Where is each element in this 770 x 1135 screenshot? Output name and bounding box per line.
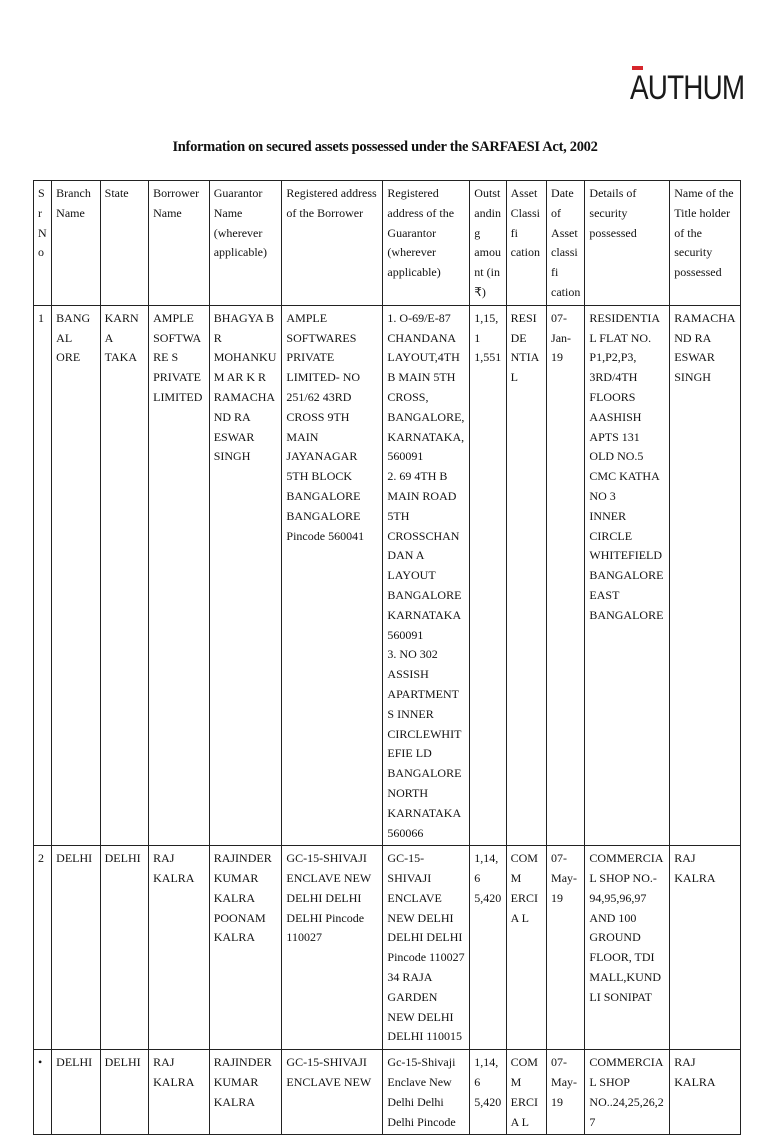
header-state: State xyxy=(100,181,148,306)
header-borrower-name: Borrower Name xyxy=(149,181,210,306)
cell-guarantor: RAJINDER KUMAR KALRA POONAM KALRA xyxy=(209,846,282,1050)
table-header-row xyxy=(34,181,741,306)
authum-logo xyxy=(630,66,745,108)
cell-classification: COMM ERCIA L xyxy=(506,846,546,1050)
cell-guarantor-address: GC-15-SHIVAJI ENCLAVE NEW DELHI DELHI DELHI Pincode 110027 34 RAJA GARDEN NEW DELHI DELHI 110015 xyxy=(383,846,470,1050)
table-row xyxy=(34,305,741,846)
cell-security-details: COMMERCIAL SHOP NO.- 94,95,96,97 AND 100 GROUND FLOOR, TDI MALL,KUNDLI SONIPAT xyxy=(585,846,670,1050)
cell-amount: 1,14,6 5,420 xyxy=(470,1050,506,1135)
cell-branch: DELHI xyxy=(52,1050,100,1135)
cell-guarantor-address: Gc-15-Shivaji Enclave New Delhi Delhi Delhi Pincode xyxy=(383,1050,470,1135)
cell-sr-no: 1 xyxy=(34,305,52,846)
cell-guarantor-address: 1. O-69/E-87 CHANDANA LAYOUT,4TH B MAIN 5TH CROSS, BANGALORE, KARNATAKA, 560091 2. 69 4TH B MAIN ROAD 5TH CROSSCHANDAN A LAYOUT BANGALORE KARNATAKA 560091 3. NO 302 ASSISH APARTMENTS INNER CIRCLEWHITEFIE LD BANGALORE NORTH KARNATAKA 560066 xyxy=(383,305,470,846)
header-classification-date: Date of Asset classifi cation xyxy=(547,181,585,306)
secured-assets-table xyxy=(33,180,741,1135)
cell-branch: BANGAL ORE xyxy=(52,305,100,846)
cell-borrower-address: GC-15-SHIVAJI ENCLAVE NEW DELHI DELHI DELHI Pincode 110027 xyxy=(282,846,383,1050)
header-guarantor-name: Guarantor Name (wherever applicable) xyxy=(209,181,282,306)
cell-title-holder: RAJ KALRA xyxy=(670,1050,741,1135)
cell-borrower: RAJ KALRA xyxy=(149,846,210,1050)
cell-state: DELHI xyxy=(100,1050,148,1135)
header-branch-name: Branch Name xyxy=(52,181,100,306)
cell-guarantor: RAJINDER KUMAR KALRA xyxy=(209,1050,282,1135)
cell-guarantor: BHAGYA B R MOHANKUM AR K R RAMACHAND RA ESWAR SINGH xyxy=(209,305,282,846)
cell-branch: DELHI xyxy=(52,846,100,1050)
cell-borrower-address: GC-15-SHIVAJI ENCLAVE NEW xyxy=(282,1050,383,1135)
table-row xyxy=(34,1050,741,1135)
cell-state: KARNA TAKA xyxy=(100,305,148,846)
header-asset-classification: Asset Classifi cation xyxy=(506,181,546,306)
cell-classification-date: 07-Jan-19 xyxy=(547,305,585,846)
document-title: Information on secured assets possessed under the SARFAESI Act, 2002 xyxy=(172,139,598,155)
header-borrower-address: Registered address of the Borrower xyxy=(282,181,383,306)
logo-text: AUTHUM xyxy=(630,69,745,107)
header-title-holder: Name of the Title holder of the security possessed xyxy=(670,181,741,306)
cell-title-holder: RAMACHAND RA ESWAR SINGH xyxy=(670,305,741,846)
header-guarantor-address: Registered address of the Guarantor (wherever applicable) xyxy=(383,181,470,306)
cell-classification: COMM ERCIA L xyxy=(506,1050,546,1135)
cell-title-holder: RAJ KALRA xyxy=(670,846,741,1050)
cell-state: DELHI xyxy=(100,846,148,1050)
cell-amount: 1,14,6 5,420 xyxy=(470,846,506,1050)
cell-classification-date: 07-May-19 xyxy=(547,1050,585,1135)
cell-classification: RESIDE NTIAL xyxy=(506,305,546,846)
cell-borrower: RAJ KALRA xyxy=(149,1050,210,1135)
cell-amount: 1,15,1 1,551 xyxy=(470,305,506,846)
cell-sr-no: 2 xyxy=(34,846,52,1050)
cell-borrower: AMPLE SOFTWARE S PRIVATE LIMITED xyxy=(149,305,210,846)
cell-classification-date: 07-May-19 xyxy=(547,846,585,1050)
cell-borrower-address: AMPLE SOFTWARES PRIVATE LIMITED- NO 251/62 43RD CROSS 9TH MAIN JAYANAGAR 5TH BLOCK BANGALORE BANGALORE Pincode 560041 xyxy=(282,305,383,846)
header-outstanding-amount: Outst andin g amou nt (in ₹) xyxy=(470,181,506,306)
cell-security-details: RESIDENTIAL FLAT NO. P1,P2,P3, 3RD/4TH FLOORS AASHISH APTS 131 OLD NO.5 CMC KATHA NO 3 INNER CIRCLE WHITEFIELD BANGALORE EAST BANGALORE xyxy=(585,305,670,846)
header-sr-no: S r N o xyxy=(34,181,52,306)
table-row xyxy=(34,846,741,1050)
cell-security-details: COMMERCIAL SHOP NO..24,25,26,27 xyxy=(585,1050,670,1135)
cell-sr-no: • xyxy=(34,1050,52,1135)
header-security-details: Details of security possessed xyxy=(585,181,670,306)
